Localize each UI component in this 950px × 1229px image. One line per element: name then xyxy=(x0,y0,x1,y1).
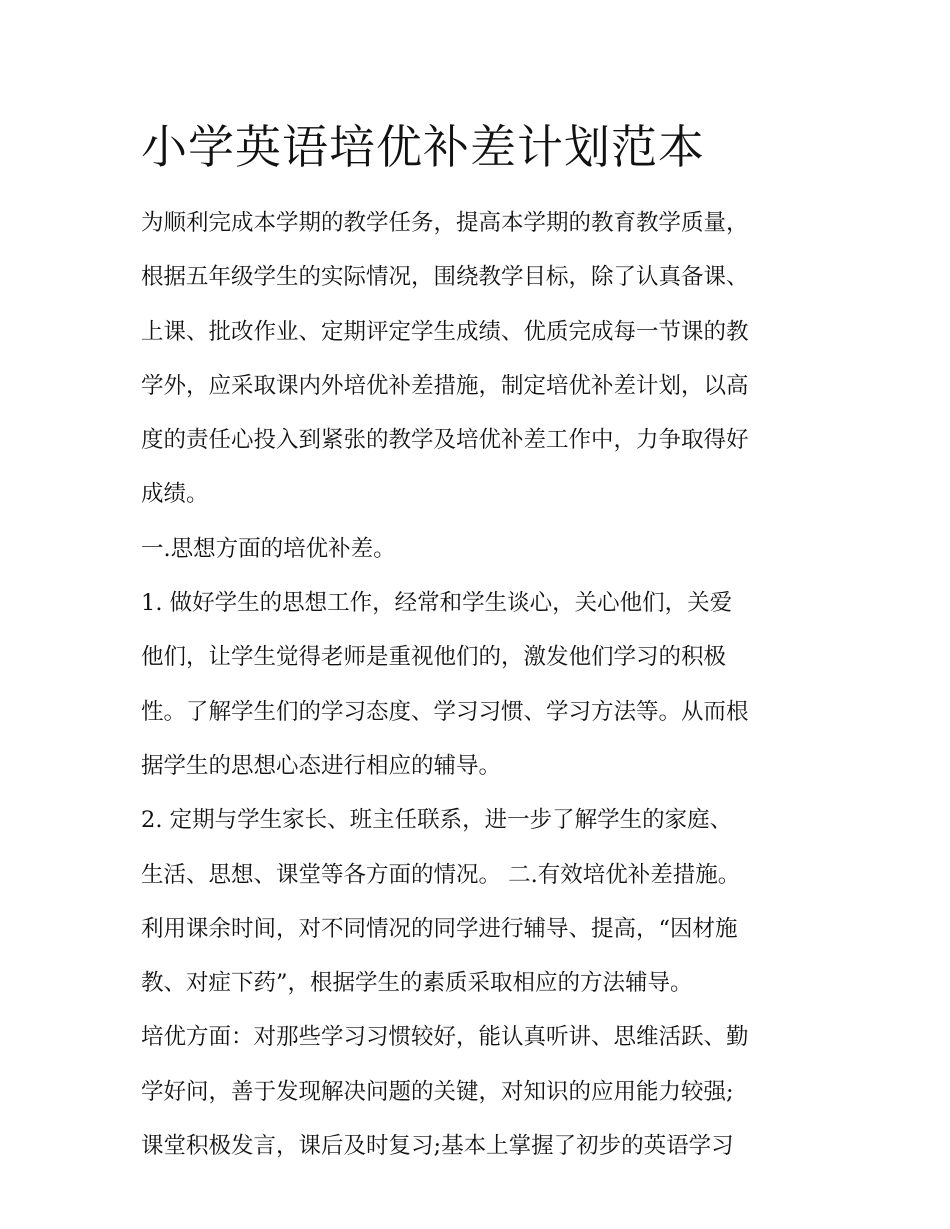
paragraph-line: 成绩。 xyxy=(141,481,209,508)
paragraph-line: 为顺利完成本学期的教学任务，提高本学期的教育教学质量， xyxy=(141,210,749,236)
paragraph-line: 根据五年级学生的实际情况，围绕教学目标，除了认真备课、 xyxy=(141,264,749,291)
document-title: 小学英语培优补差计划范本 xyxy=(141,120,705,174)
paragraph-line: 性。了解学生们的学习态度、学习习惯、学习方法等。从而根 xyxy=(141,698,749,725)
section-heading: 一.思想方面的培优补差。 xyxy=(141,535,396,562)
document-body xyxy=(141,196,809,1173)
paragraph-line: 生活、思想、课堂等各方面的情况。 二.有效培优补差措施。 xyxy=(141,861,741,888)
paragraph-line: 利用课余时间，对不同情况的同学进行辅导、提高，“因材施 xyxy=(141,915,738,942)
paragraph-line: 学外，应采取课内外培优补差措施，制定培优补差计划，以高 xyxy=(141,372,749,399)
paragraph-line: 1. 做好学生的思想工作，经常和学生谈心，关心他们，关爱 xyxy=(141,590,733,617)
paragraph-line: 度的责任心投入到紧张的教学及培优补差工作中，力争取得好 xyxy=(141,427,749,454)
paragraph-line: 课堂积极发言，课后及时复习;基本上掌握了初步的英语学习 xyxy=(141,1133,734,1160)
paragraph-line: 2. 定期与学生家长、班主任联系，进一步了解学生的家庭、 xyxy=(141,807,733,834)
paragraph-line: 据学生的思想心态进行相应的辅导。 xyxy=(141,752,502,779)
paragraph-line: 学好问，善于发现解决问题的关键，对知识的应用能力较强; xyxy=(141,1078,734,1105)
paragraph-line: 上课、批改作业、定期评定学生成绩、优质完成每一节课的教 xyxy=(141,318,749,345)
paragraph-line: 他们，让学生觉得老师是重视他们的，激发他们学习的积极 xyxy=(141,644,727,671)
paragraph-line: 教、对症下药”，根据学生的素质采取相应的方法辅导。 xyxy=(141,970,693,997)
paragraph-line: 培优方面：对那些学习习惯较好，能认真听讲、思维活跃、勤 xyxy=(141,1024,749,1051)
